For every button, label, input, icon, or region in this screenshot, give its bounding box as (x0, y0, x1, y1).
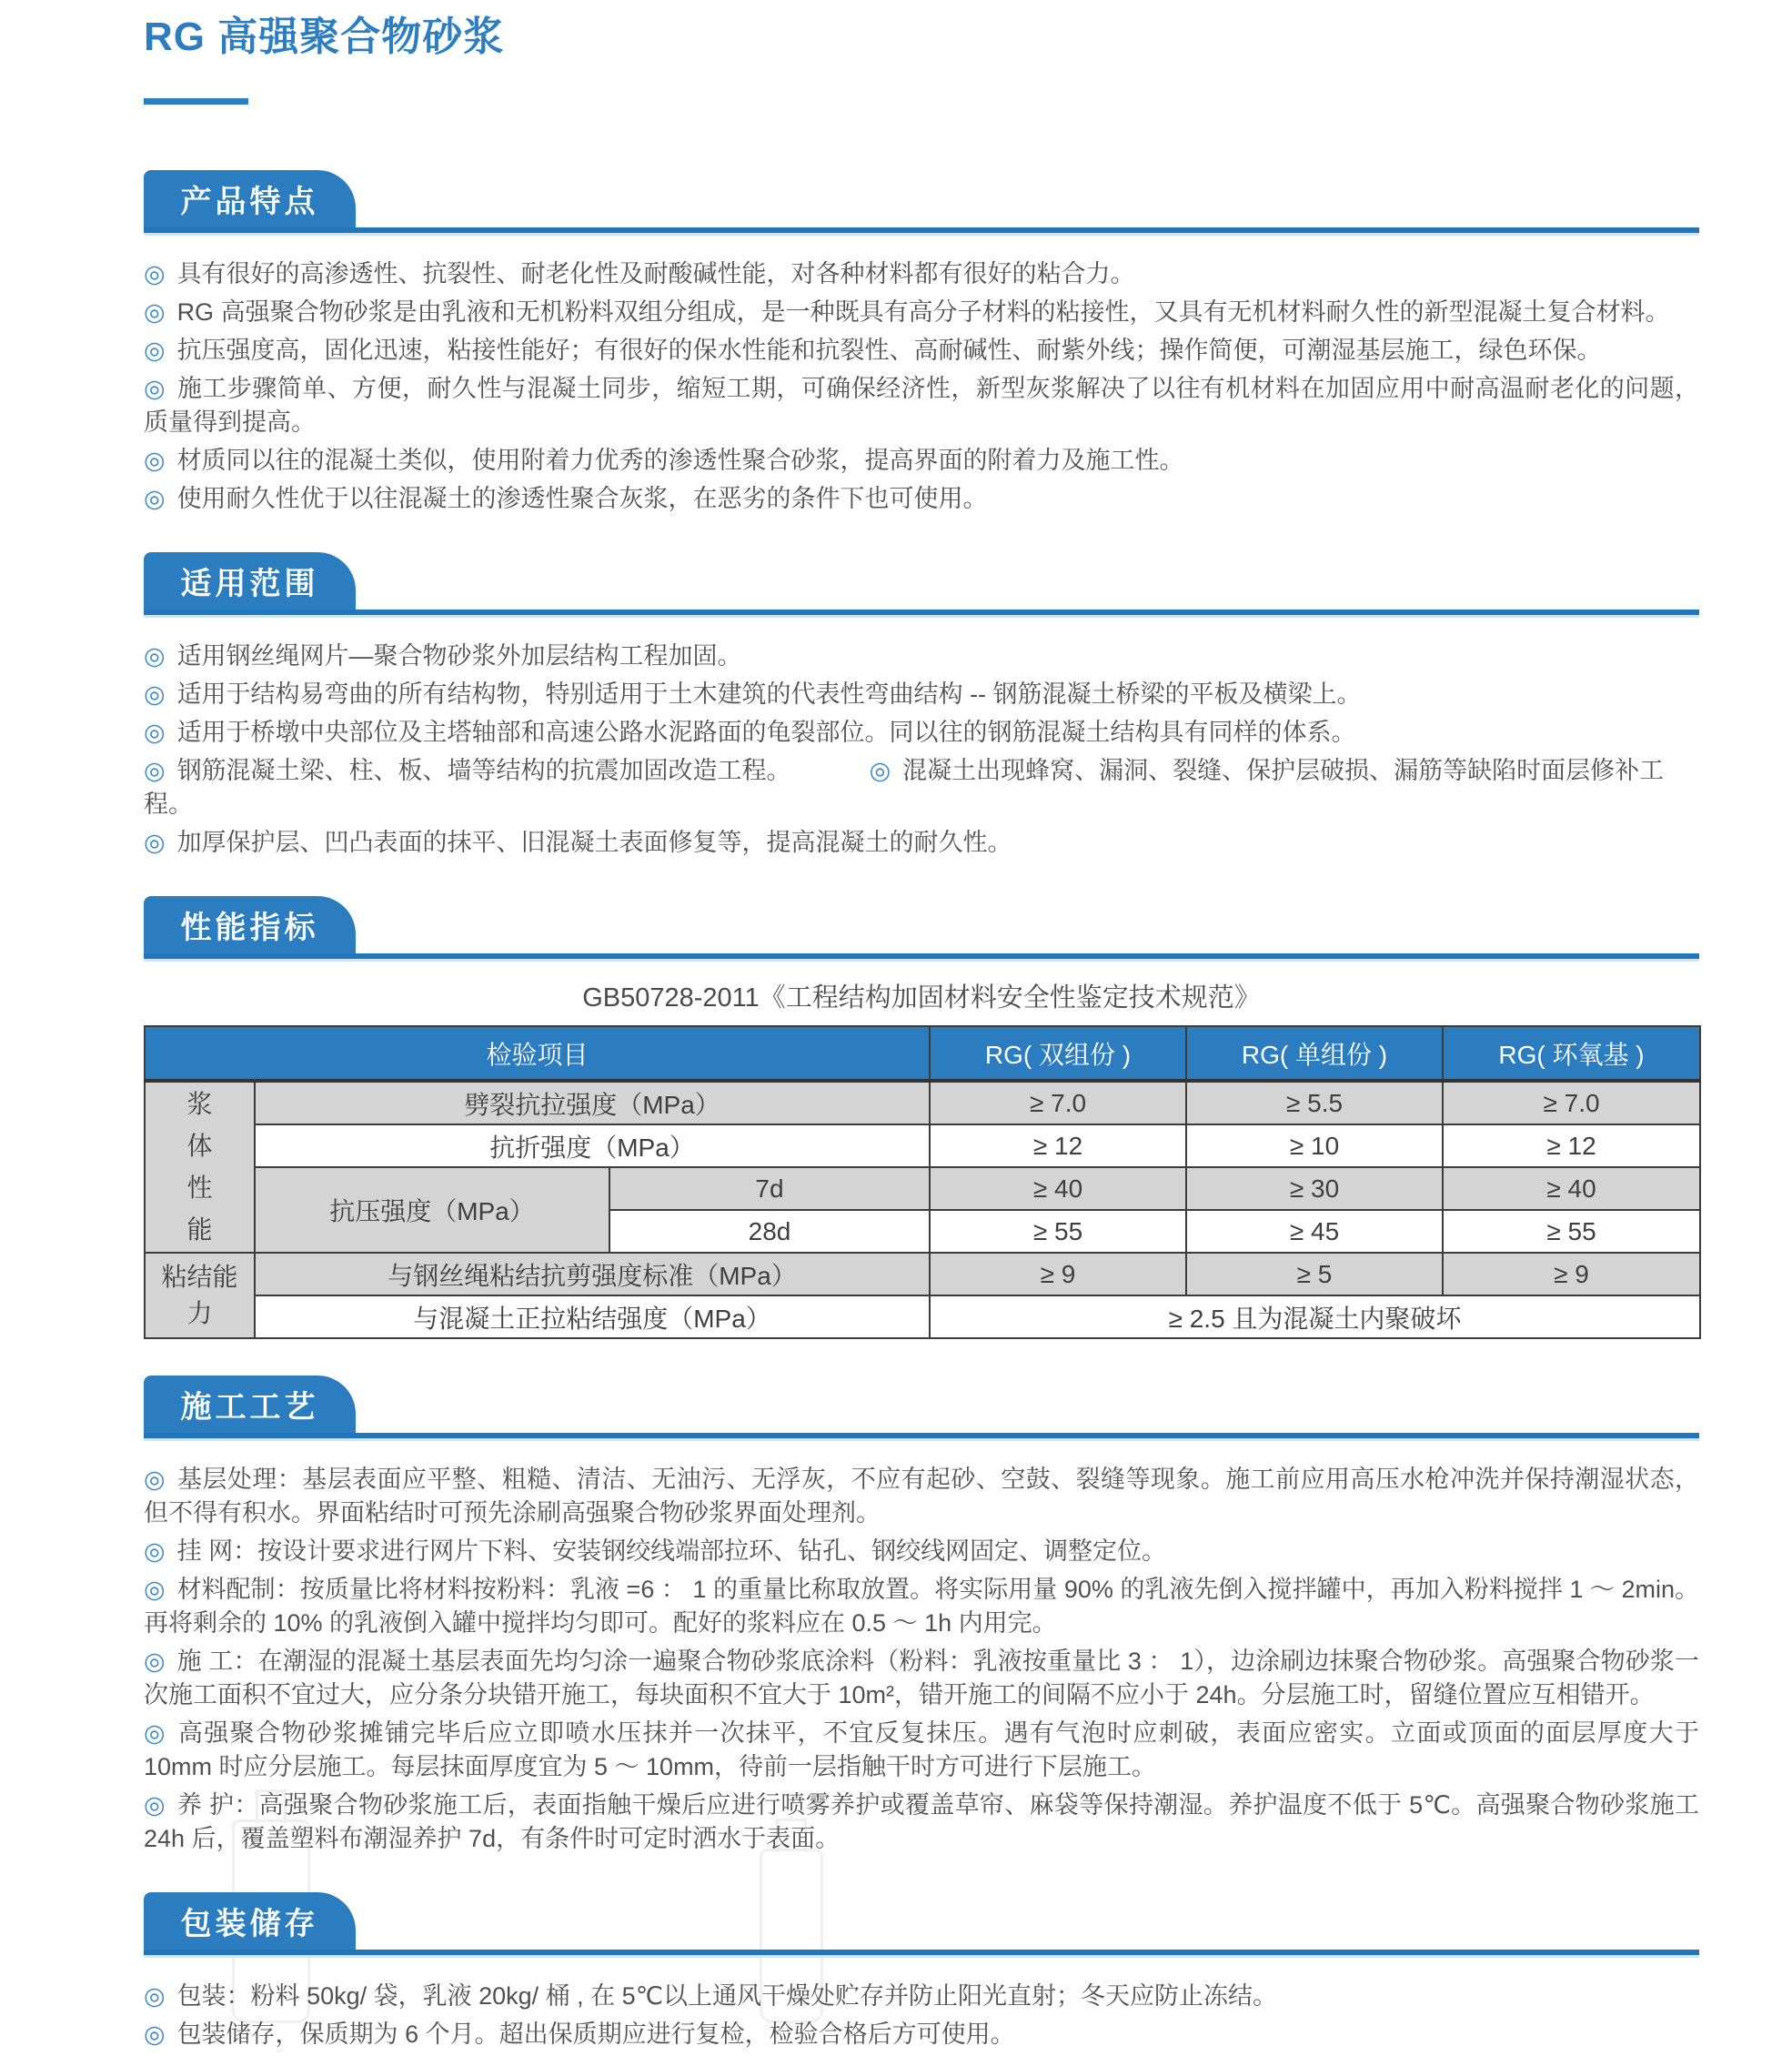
table-header-row (145, 1026, 1700, 1081)
section-rule (144, 1433, 1699, 1441)
list-item-text: 基层处理：基层表面应平整、粗糙、清洁、无油污、无浮灰，不应有起砂、空鼓、裂缝等现象。施工前应用高压水枪冲洗并保持潮湿状态，但不得有积水。界面粘结时可预先涂刷高强聚合物砂浆界面处理剂。 (144, 1466, 1700, 1527)
bullet-icon: ◎ (144, 1791, 166, 1819)
bullet-icon: ◎ (144, 447, 166, 474)
list-item (144, 716, 1699, 750)
section-rule (144, 953, 1699, 962)
list-item (144, 640, 1699, 673)
table-cell: ≥ 40 (930, 1167, 1186, 1210)
bullet-icon: ◎ (144, 375, 166, 402)
title-underline (144, 98, 248, 105)
list-item (144, 1573, 1699, 1640)
list-item (144, 257, 1699, 291)
section-packaging (144, 1892, 1699, 2051)
list-item (144, 2018, 1699, 2051)
table-cell: ≥ 9 (930, 1253, 1186, 1295)
list-item-text: 加厚保护层、凹凸表面的抹平、旧混凝土表面修复等，提高混凝土的耐久性。 (176, 829, 1012, 856)
packaging-list (144, 1980, 1699, 2051)
list-item-text: 抗压强度高，固化迅速，粘接性能好；有很好的保水性能和抗裂性、高耐碱性、耐紫外线；操作简便，可潮湿基层施工，绿色环保。 (176, 337, 1602, 364)
section-heading-features: 产品特点 (144, 170, 356, 227)
list-item (144, 372, 1699, 439)
list-item (144, 826, 1699, 860)
list-item (144, 1535, 1699, 1568)
section-rule (144, 610, 1699, 618)
list-item (144, 1645, 1699, 1712)
list-item-text: 钢筋混凝土梁、柱、板、墙等结构的抗震加固改造工程。 (176, 757, 791, 784)
col-header-item: 检验项目 (145, 1026, 930, 1081)
section-rule (144, 1950, 1699, 1958)
bullet-icon: ◎ (144, 298, 166, 326)
group-label-text: 粘结能力 (161, 1263, 238, 1327)
table-cell: 劈裂抗拉强度（MPa） (255, 1081, 930, 1124)
list-item-text: 适用钢丝绳网片—聚合物砂浆外加层结构工程加固。 (176, 642, 742, 670)
table-cell: ≥ 9 (1443, 1253, 1700, 1295)
list-item (144, 1463, 1699, 1530)
table-cell: ≥ 10 (1186, 1124, 1443, 1167)
table-cell: ≥ 12 (1443, 1124, 1700, 1167)
table-cell: 7d (609, 1167, 930, 1210)
bullet-icon: ◎ (144, 1537, 166, 1565)
bullet-icon: ◎ (144, 642, 166, 670)
section-scope (144, 552, 1699, 860)
list-item-text: 高强聚合物砂浆摊铺完毕后应立即喷水压抹并一次抹平，不宜反复抹压。遇有气泡时应刺破，表面应密实。立面或顶面的面层厚度大于 10mm 时应分层施工。每层抹面厚度宜为 5 ～ 10mm，待前一层指触干时方可进行下层施工。 (144, 1719, 1700, 1780)
table-cell: 抗压强度（MPa） (255, 1167, 609, 1253)
bullet-icon: ◎ (144, 337, 166, 364)
document-content (144, 0, 1699, 2056)
process-list (144, 1463, 1699, 1856)
bullet-icon: ◎ (144, 485, 166, 512)
table-cell: ≥ 40 (1443, 1167, 1700, 1210)
list-item-text: 使用耐久性优于以往混凝土的渗透性聚合灰浆，在恶劣的条件下也可使用。 (176, 485, 988, 512)
table-cell: ≥ 55 (1443, 1210, 1700, 1253)
list-item (144, 296, 1699, 329)
list-item-text: 施工步骤简单、方便，耐久性与混凝土同步，缩短工期，可确保经济性，新型灰浆解决了以往有机材料在加固应用中耐高温耐老化的问题，质量得到提高。 (144, 375, 1700, 436)
list-item-text: 养 护：高强聚合物砂浆施工后，表面指触干燥后应进行喷雾养护或覆盖草帘、麻袋等保持潮湿。养护温度不低于 5℃。高强聚合物砂浆施工 24h 后，覆盖塑料布潮湿养护 7d，有条件时可定时洒水于表面。 (144, 1791, 1700, 1852)
table-row (145, 1167, 1700, 1210)
bullet-icon: ◎ (144, 1466, 166, 1493)
table-cell: 抗折强度（MPa） (255, 1124, 930, 1167)
bullet-icon: ◎ (144, 260, 166, 287)
section-performance (144, 896, 1699, 1339)
section-heading-scope: 适用范围 (144, 552, 356, 610)
group-label-cell (145, 1081, 255, 1253)
list-item-pair (144, 754, 1699, 821)
col-header-rg-epoxy: RG( 环氧基 ) (1443, 1026, 1700, 1081)
list-item (144, 1980, 1699, 2013)
performance-table (144, 1025, 1701, 1339)
bullet-icon: ◎ (869, 757, 891, 784)
table-row (145, 1295, 1700, 1338)
table-caption: GB50728-2011《工程结构加固材料安全性鉴定技术规范》 (582, 983, 1261, 1013)
list-item-text: 适用于结构易弯曲的所有结构物，特别适用于土木建筑的代表性弯曲结构 -- 钢筋混凝土桥梁的平板及横梁上。 (176, 680, 1362, 708)
col-header-rg-dual: RG( 双组份 ) (930, 1026, 1186, 1081)
list-item-text: 挂 网：按设计要求进行网片下料、安装钢绞线端部拉环、钻孔、钢绞线网固定、调整定位。 (176, 1537, 1167, 1565)
table-row (145, 1253, 1700, 1295)
section-heading-process: 施工工艺 (144, 1376, 356, 1433)
bullet-icon: ◎ (144, 2021, 166, 2048)
bullet-icon: ◎ (144, 829, 166, 856)
list-item-text: 具有很好的高渗透性、抗裂性、耐老化性及耐酸碱性能，对各种材料都有很好的粘合力。 (176, 260, 1135, 287)
list-item (144, 482, 1699, 516)
group-label-text: 浆体性能 (186, 1090, 213, 1244)
list-item (144, 444, 1699, 478)
list-item-text: 混凝土出现蜂窝、漏洞、裂缝、保护层破损、漏筋等缺陷时面层修补工程。 (144, 757, 1665, 818)
table-cell: ≥ 45 (1186, 1210, 1443, 1253)
group-label-cell (145, 1253, 255, 1338)
list-item-text: RG 高强聚合物砂浆是由乳液和无机粉料双组分组成，是一种既具有高分子材料的粘接性，又具有无机材料耐久性的新型混凝土复合材料。 (176, 298, 1670, 326)
scope-list (144, 640, 1699, 860)
bullet-icon: ◎ (144, 1648, 166, 1675)
features-list (144, 257, 1699, 516)
list-item (144, 678, 1699, 711)
bullet-icon: ◎ (144, 719, 166, 746)
table-row (145, 1081, 1700, 1124)
table-cell: 28d (609, 1210, 930, 1253)
list-item-text: 材料配制：按质量比将材料按粉料：乳液 =6 ： 1 的重量比称取放置。将实际用量 90% 的乳液先倒入搅拌罐中，再加入粉料搅拌 1 ～ 2min。再将剩余的 10% 的乳液倒入罐中搅拌均匀即可。配好的浆料应在 0.5 ～ 1h 内用完。 (144, 1576, 1700, 1637)
list-item (144, 334, 1699, 368)
bullet-icon: ◎ (144, 1719, 166, 1747)
table-cell: ≥ 7.0 (930, 1081, 1186, 1124)
table-cell: 与混凝土正拉粘结强度（MPa） (255, 1295, 930, 1338)
table-cell: 与钢丝绳粘结抗剪强度标准（MPa） (255, 1253, 930, 1295)
bullet-icon: ◎ (144, 1576, 166, 1603)
list-item-text: 施 工：在潮湿的混凝土基层表面先均匀涂一遍聚合物砂浆底涂料（粉料：乳液按重量比 3 ： 1），边涂刷边抹聚合物砂浆。高强聚合物砂浆一次施工面积不宜过大，应分条分块错开施工，每块面积不宜大于 10m²，错开施工的间隔不应小于 24h。分层施工时，留缝位置应互相错开。 (144, 1648, 1699, 1708)
bullet-icon: ◎ (144, 680, 166, 708)
list-item-text: 适用于桥墩中央部位及主塔轴部和高速公路水泥路面的龟裂部位。同以往的钢筋混凝土结构具有同样的体系。 (176, 719, 1356, 746)
section-heading-packaging: 包装储存 (144, 1892, 356, 1950)
table-cell: ≥ 30 (1186, 1167, 1443, 1210)
section-heading-performance: 性能指标 (144, 896, 356, 953)
list-item-text: 包装：粉料 50kg/ 袋，乳液 20kg/ 桶 , 在 5℃以上通风干燥处贮存并防止阳光直射；冬天应防止冻结。 (176, 1982, 1278, 2010)
table-cell: ≥ 12 (930, 1124, 1186, 1167)
bullet-icon: ◎ (144, 757, 166, 784)
section-rule (144, 227, 1699, 236)
page-title: RG 高强聚合物砂浆 (144, 15, 505, 59)
section-process (144, 1376, 1699, 1856)
table-cell: ≥ 7.0 (1443, 1081, 1700, 1124)
table-cell-merged: ≥ 2.5 且为混凝土内聚破坏 (930, 1295, 1700, 1338)
col-header-rg-single: RG( 单组份 ) (1186, 1026, 1443, 1081)
section-features (144, 170, 1699, 516)
table-cell: ≥ 55 (930, 1210, 1186, 1253)
list-item (144, 1789, 1699, 1856)
table-cell: ≥ 5 (1186, 1253, 1443, 1295)
table-cell: ≥ 5.5 (1186, 1081, 1443, 1124)
list-item-text: 包装储存，保质期为 6 个月。超出保质期应进行复检，检验合格后方可使用。 (176, 2021, 1015, 2048)
bullet-icon: ◎ (144, 1982, 166, 2010)
table-row (145, 1124, 1700, 1167)
list-item (144, 1717, 1699, 1784)
list-item-text: 材质同以往的混凝土类似，使用附着力优秀的渗透性聚合砂浆，提高界面的附着力及施工性。 (176, 447, 1184, 474)
